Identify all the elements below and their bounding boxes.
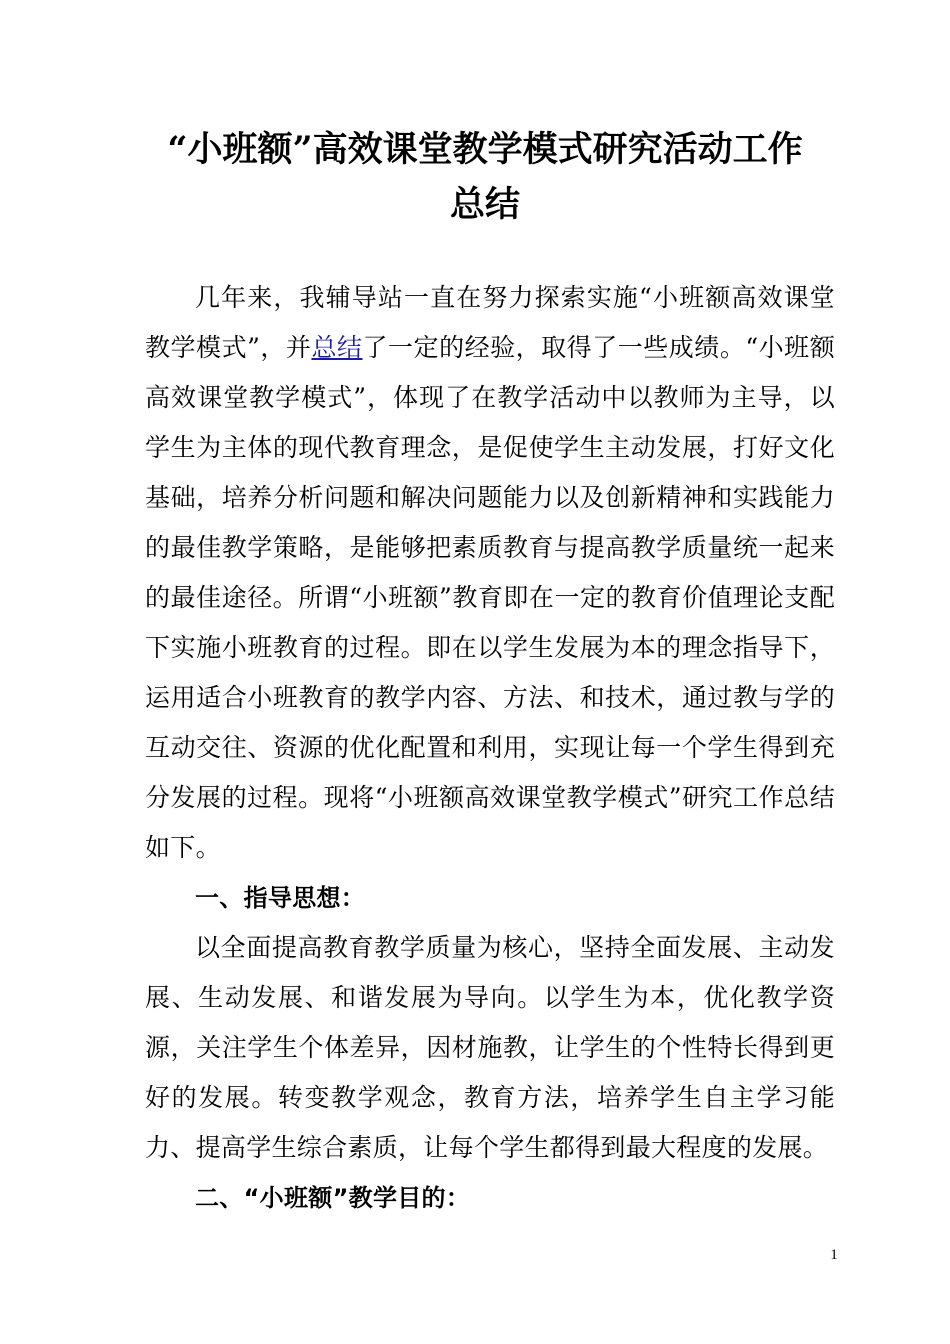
intro-text-before-link: 几年来，我辅导站一直在努力探索实施“小班额高效课堂教学模式”，并: [145, 283, 835, 362]
page-number: 1: [830, 1247, 838, 1263]
guiding-ideology-paragraph: 以全面提高教育教学质量为核心，坚持全面发展、主动发展、生动发展、和谐发展为导向。以学生为本，优化教学资源，关注学生个体差异，因材施教，让学生的个性特长得到更好的发展。转变教学观念，教育方法，培养学生自主学习能力、提高学生综合素质，让每个学生都得到最大程度的发展。: [145, 933, 835, 1162]
section-heading-teaching-purpose: 二、“小班额”教学目的：: [195, 1184, 471, 1212]
title-line-1: “小班额”高效课堂教学模式研究活动工作: [167, 129, 803, 170]
intro-paragraph: [145, 273, 835, 873]
document-body: [145, 273, 835, 1223]
intro-text-after-link: 了一定的经验，取得了一些成绩。“小班额高效课堂教学模式”，体现了在教学活动中以教师为主导，以学生为主体的现代教育理念，是促使学生主动发展，打好文化基础，培养分析问题和解决问题能力以及创新精神和实践能力的最佳教学策略，是能够把素质教育与提高教学质量统一起来的最佳途径。所谓“小班额”教育即在一定的教育价值理论支配下实施小班教育的过程。即在以学生发展为本的理念指导下，运用适合小班教育的教学内容、方法、和技术，通过教与学的互动交往、资源的优化配置和利用，实现让每一个学生得到充分发展的过程。现将“小班额高效课堂教学模式”研究工作总结如下。: [145, 333, 835, 862]
title-line-2: 总结: [449, 184, 520, 225]
section-heading-guiding-ideology: 一、指导思想：: [195, 884, 366, 912]
document-title: [140, 122, 830, 232]
summary-link[interactable]: 总结: [311, 333, 363, 362]
